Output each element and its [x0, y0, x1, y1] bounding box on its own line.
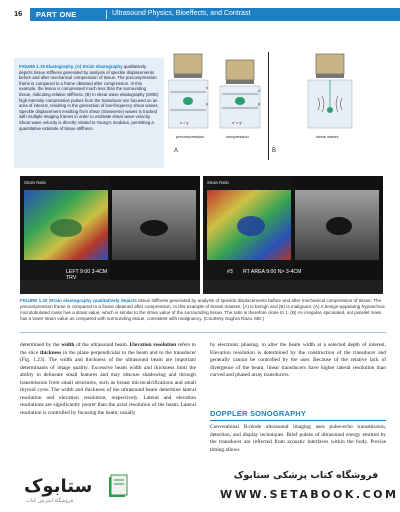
label-y-prime: y': [258, 101, 261, 106]
panel-b-label: B: [272, 148, 277, 154]
body-text: by electronic phasing, to alter the beam width at a selected depth of interest. Elevation resolution is determined by the construction of the transducer and generally cannot be controlled by the user. Because of the relative lack of divergence of the beam, linear transducers have higher lateral resolution than curved and phased array transducers.: [210, 342, 386, 378]
body-bold: Elevation resolution: [129, 342, 177, 348]
body-right-column-bottom: [210, 424, 386, 454]
brand-subtitle: فروشگاه اینترنتی کتاب: [26, 498, 74, 504]
ultrasound-image-left: [20, 176, 200, 294]
label-eq-left: x = y: [180, 120, 189, 125]
page-header: [0, 8, 400, 22]
elastography-diagram: [168, 52, 392, 162]
label-x: x: [206, 85, 208, 90]
book-icon: [108, 474, 128, 498]
figure-1-19-label: FIGURE 1.19 Elastography. (A) Strain elastography: [19, 64, 123, 69]
image-title-left: LEFT 9:00 3-4CM: [66, 269, 108, 275]
body-text: (Fig. 1.23). The width and thickness of the ultrasound beam are important determinants of image quality. Excessive beam width and thickness limit the ability to delineate small features and may obscure shadowing and through transmission from small structures, such as breast microcalcifications and small thyroid cysts. The width and thickness of the ultrasound beam determine lateral resolution and elevation resolution, respectively. Lateral and elevation resolutions are significantly poorer than the axial resolution of the beam. Lateral resolution is controlled by focusing the beam, usually: [20, 357, 196, 416]
section-heading: [210, 409, 386, 421]
image-subtitle-right: #3: [227, 269, 233, 275]
body-text: in the plane perpendicular to the beam and to the transducer: [61, 349, 196, 356]
body-text: of the ultrasound beam.: [74, 342, 130, 348]
label-shear-waves: shear waves: [316, 134, 339, 139]
transducer-shear-wave: [308, 54, 352, 128]
body-bold: width: [61, 342, 75, 348]
section-title: DOPPLER SONOGRAPHY: [210, 409, 307, 418]
label-x-prime: x': [258, 88, 261, 93]
label-compression: compression: [226, 134, 249, 139]
figure-1-19-text: qualitatively depicts tissue stiffness generated by analysis of speckle displacements before and after mechanical compression of tissue. The precompression frame is compared to a frame obtained after compression. In this example, the lesion is compressed much less than the surrounding tissue, indicating relative stiffness. (B) In shear wave elastography (SWE) high-intensity compression pulses from the transducer are focused on an area of interest, resulting in the generation of low-frequency shear waves. Speckle displacement resulting from shear (transverse) waves is tracked with multiple imaging frames in order to estimate shear wave velocity. Shear wave velocity is directly related to Young's modulus, permitting a quantitative estimate of tissue stiffness.: [19, 64, 159, 131]
footer-watermark: [0, 464, 400, 512]
body-right-column-top: [210, 342, 386, 380]
chapter-title: Ultrasound Physics, Bioeffects, and Contrast: [112, 10, 251, 17]
image-title-right: RT AREA 9:00 N> 3-4CM: [243, 269, 302, 275]
brand-logo: ستابوک: [24, 476, 93, 497]
figure-1-20-label: FIGURE 1.20 Strain elastography qualitatively depicts: [20, 298, 137, 303]
figure-1-20-text: tissue stiffness generated by analysis of speckle displacements before and after mechanical compression of tissue. The precompression frame is compared to a frame obtained after compression. In this example of breast masses, (A) is benign and (B) is malignant. (A) A benign-appearing hypoechoic microlobulated mass has a strain value, which is similar to the strain value of the surrounding tissue. The ratio is therefore close to 1. (B) An irregular, spiculated, not parallel mass has a lower strain value as compared with surrounding tissue, consistent with malignancy. (Courtesy Sughra Raza, MD.): [20, 298, 385, 321]
body-text: refers to the slice: [20, 342, 196, 356]
footer-website-link[interactable]: WWW.SETABOOK.COM: [220, 488, 399, 501]
header-separator: [106, 10, 107, 19]
body-bold: thickness: [39, 349, 62, 356]
figure-1-19-caption: [14, 58, 164, 168]
strain-label-right: Strain Ratio: [207, 180, 229, 185]
label-eq-right: x' < y': [232, 120, 243, 125]
footer-persian-tagline: فروشگاه کتاب پزشکی ستابوک: [233, 470, 379, 481]
panel-a-label: A: [174, 148, 179, 154]
elastogram-left: [20, 176, 200, 294]
image-subtitle-left: TRV: [66, 275, 77, 281]
caption-rule: [20, 332, 386, 333]
label-precompression: precompression: [176, 134, 205, 139]
strain-label-left: Strain Ratio: [24, 180, 46, 185]
transducer-precompression: [168, 54, 208, 128]
transducer-compression: [220, 60, 260, 128]
label-y: y: [206, 101, 208, 106]
page-number: 16: [14, 9, 23, 18]
body-text: determined by the: [20, 342, 62, 348]
header-band: [30, 8, 400, 21]
figure-1-19-diagram: [168, 52, 392, 162]
elastogram-right: [203, 176, 383, 294]
figure-1-19-divider: [268, 52, 269, 160]
figure-1-20-caption: [20, 298, 386, 322]
body-text: Conventional B-mode ultrasound imaging uses pulse-echo transmission, detection, and display techniques. Brief pulses of ultrasound energy emitted by the transducer are reflected from acoustic interfaces within the body. Precise timing allows: [210, 424, 386, 453]
body-left-column: [20, 342, 196, 417]
section-underline: [210, 420, 386, 421]
ultrasound-image-right: [203, 176, 383, 294]
part-label: PART ONE: [36, 10, 77, 19]
